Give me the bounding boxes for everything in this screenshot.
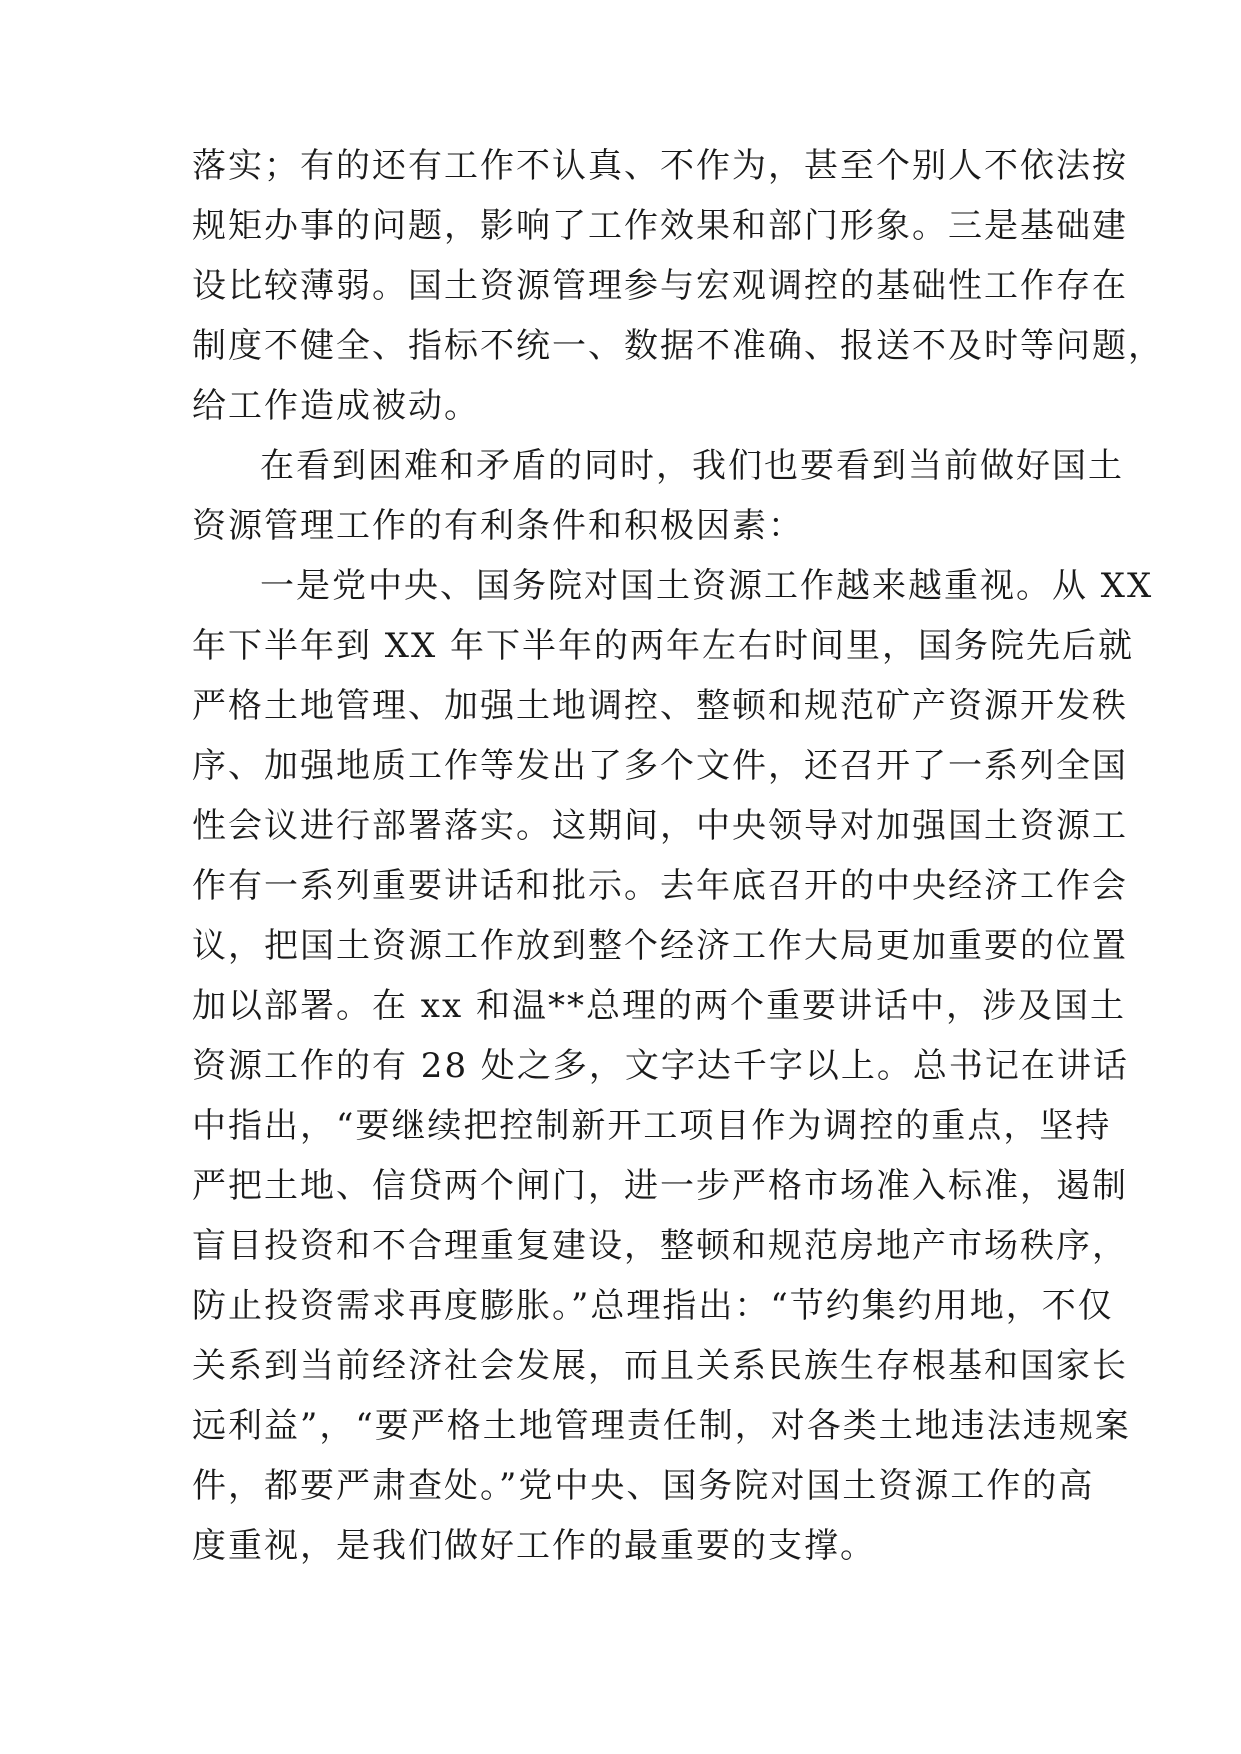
text-line: 资源工作的有 28 处之多，文字达千字以上。总书记在讲话 <box>192 1046 1129 1086</box>
text-line: 关系到当前经济社会发展，而且关系民族生存根基和国家长 <box>192 1346 1128 1386</box>
text-line: 作有一系列重要讲话和批示。去年底召开的中央经济工作会 <box>192 866 1128 906</box>
text-line: 制度不健全、指标不统一、数据不准确、报送不及时等问题， <box>192 326 1164 366</box>
paragraph-first-line: 在看到困难和矛盾的同时，我们也要看到当前做好国土 <box>260 446 1124 486</box>
text-line: 给工作造成被动。 <box>192 386 480 426</box>
text-line: 件，都要严肃查处。”党中央、国务院对国土资源工作的高 <box>192 1466 1095 1506</box>
text-line: 严把土地、信贷两个闸门，进一步严格市场准入标准，遏制 <box>192 1166 1128 1206</box>
text-line: 序、加强地质工作等发出了多个文件，还召开了一系列全国 <box>192 746 1128 786</box>
text-line: 落实；有的还有工作不认真、不作为，甚至个别人不依法按 <box>192 146 1128 186</box>
text-line: 议，把国土资源工作放到整个经济工作大局更加重要的位置 <box>192 926 1128 966</box>
text-line: 设比较薄弱。国土资源管理参与宏观调控的基础性工作存在 <box>192 266 1128 306</box>
paragraph-first-line: 一是党中央、国务院对国土资源工作越来越重视。从 XX <box>260 566 1154 606</box>
text-line: 规矩办事的问题，影响了工作效果和部门形象。三是基础建 <box>192 206 1128 246</box>
text-line: 防止投资需求再度膨胀。”总理指出：“节约集约用地，不仅 <box>192 1286 1114 1326</box>
body-text <box>192 136 1164 1576</box>
text-line: 度重视，是我们做好工作的最重要的支撑。 <box>192 1526 876 1566</box>
text-line: 资源管理工作的有利条件和积极因素： <box>192 506 804 546</box>
text-line: 远利益”，“要严格土地管理责任制，对各类土地违法违规案 <box>192 1406 1131 1446</box>
text-line: 中指出，“要继续把控制新开工项目作为调控的重点，坚持 <box>192 1106 1112 1146</box>
text-line: 盲目投资和不合理重复建设，整顿和规范房地产市场秩序， <box>192 1226 1128 1266</box>
text-line: 年下半年到 XX 年下半年的两年左右时间里，国务院先后就 <box>192 626 1135 666</box>
text-line: 性会议进行部署落实。这期间，中央领导对加强国土资源工 <box>192 806 1128 846</box>
text-line: 严格土地管理、加强土地调控、整顿和规范矿产资源开发秩 <box>192 686 1128 726</box>
text-line: 加以部署。在 xx 和温**总理的两个重要讲话中，涉及国土 <box>192 986 1126 1026</box>
